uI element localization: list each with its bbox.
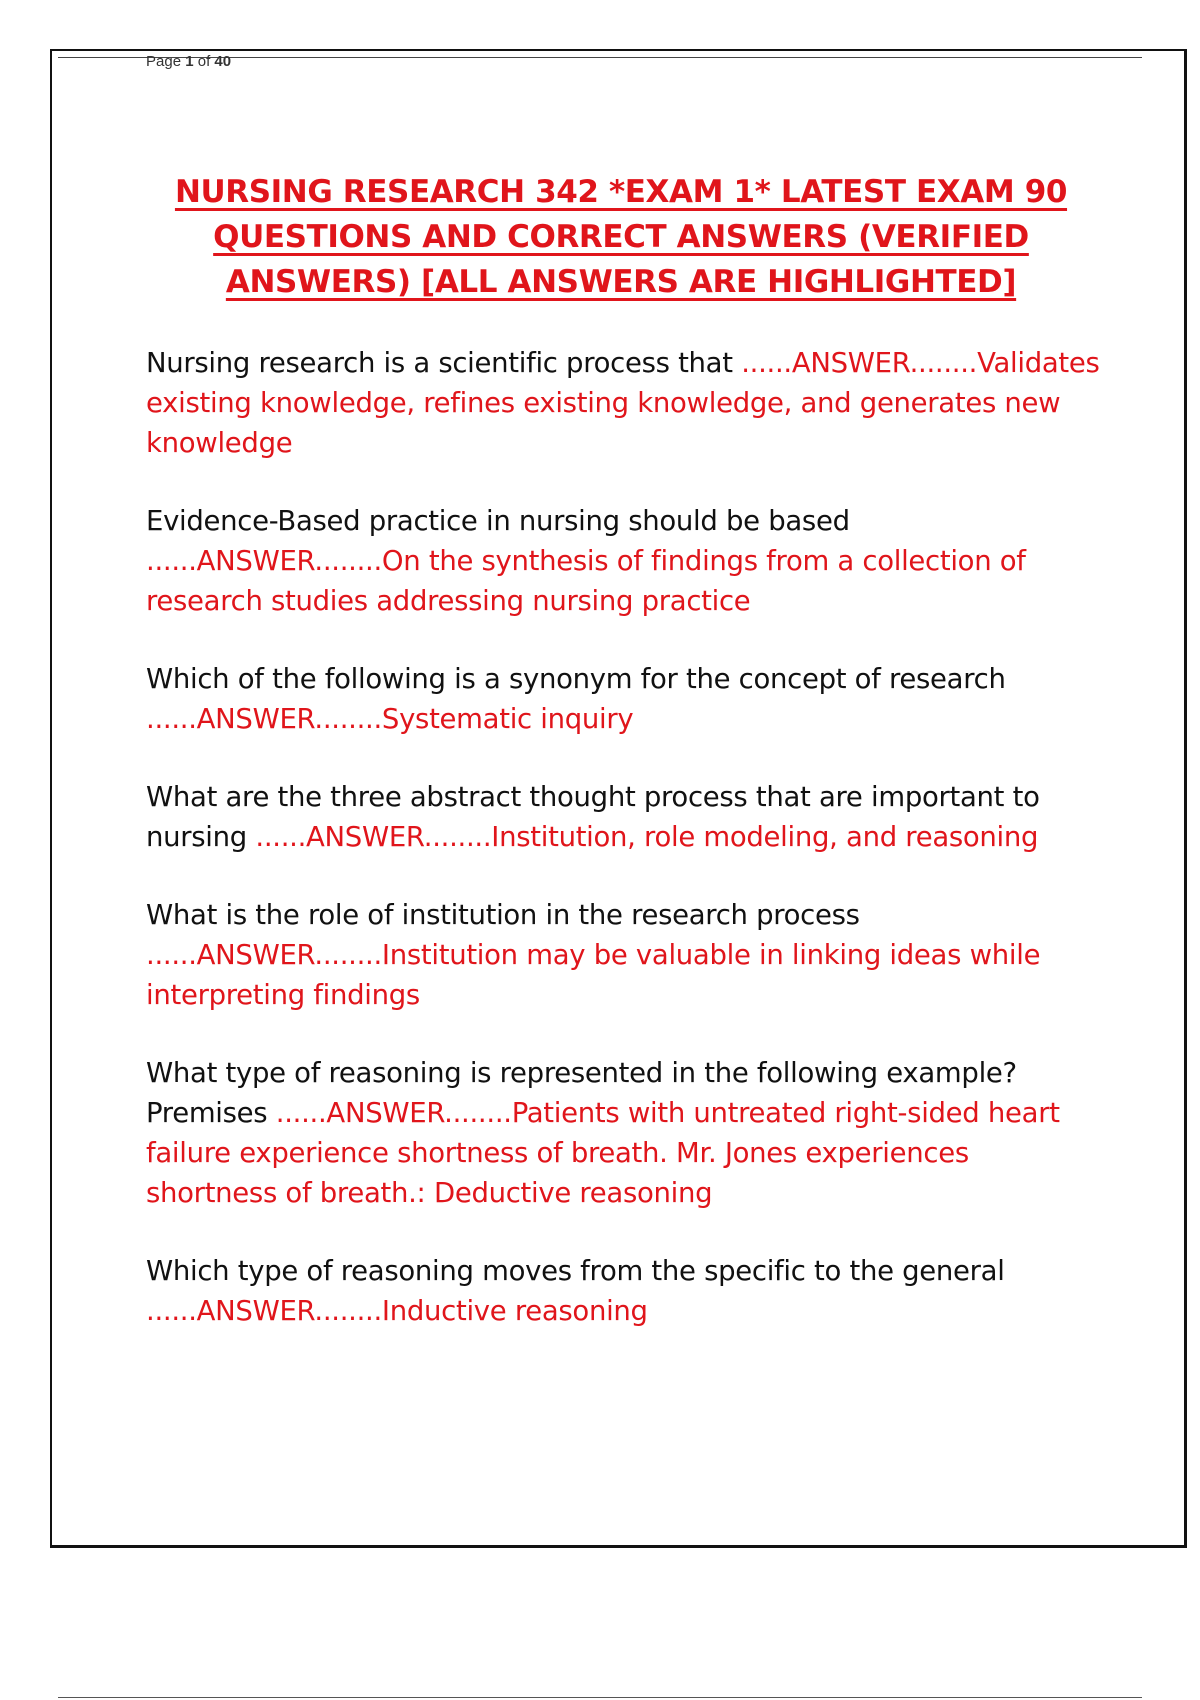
question-text: What is the role of institution in the research process (146, 899, 860, 931)
qa-item (146, 1053, 1106, 1213)
question-text: What type of reasoning is represented in the following example? Premises (146, 1057, 1017, 1129)
qa-list (146, 343, 1106, 1369)
qa-item (146, 777, 1106, 857)
page-total: 40 (214, 53, 232, 70)
answer-text: Institution, role modeling, and reasoning (491, 821, 1039, 853)
qa-item (146, 895, 1106, 1015)
answer-text: Inductive reasoning (381, 1295, 648, 1327)
answer-text: Validates existing knowledge, refines existing knowledge, and generates new knowledge (146, 347, 1100, 459)
answer-marker: ......ANSWER........ (146, 545, 382, 577)
page-current: 1 (185, 53, 194, 70)
answer-text: Patients with untreated right-sided heart failure experience shortness of breath. Mr. Jones experiences shortness of breath.: Deductive reasoning (146, 1097, 1060, 1209)
page-prefix: Page (146, 53, 182, 70)
footer-rule (58, 1697, 1142, 1698)
page-of: of (197, 53, 211, 70)
qa-item (146, 659, 1106, 739)
qa-item (146, 501, 1106, 621)
document-title: NURSING RESEARCH 342 *EXAM 1* LATEST EXAM 90 QUESTIONS AND CORRECT ANSWERS (VERIFIED ANSWERS) [ALL ANSWERS ARE HIGHLIGHTED] (174, 174, 1068, 300)
answer-text: On the synthesis of findings from a collection of research studies addressing nursing practice (146, 545, 1026, 617)
page-number (146, 53, 231, 70)
question-text: Which type of reasoning moves from the specific to the general (146, 1255, 1005, 1287)
answer-marker: ......ANSWER........ (275, 1097, 512, 1129)
answer-marker: ......ANSWER........ (255, 821, 492, 853)
question-text: Which of the following is a synonym for the concept of research (146, 663, 1006, 695)
question-text: Nursing research is a scientific process that (146, 347, 733, 379)
answer-marker: ......ANSWER........ (741, 347, 978, 379)
qa-item (146, 1251, 1106, 1331)
answer-text: Institution may be valuable in linking ideas while interpreting findings (146, 939, 1041, 1011)
answer-text: Systematic inquiry (381, 703, 634, 735)
answer-marker: ......ANSWER........ (146, 939, 382, 971)
qa-item (146, 343, 1106, 463)
question-text: What are the three abstract thought process that are important to nursing (146, 781, 1040, 853)
answer-marker: ......ANSWER........ (146, 1295, 382, 1327)
question-text: Evidence-Based practice in nursing should be based (146, 505, 850, 537)
answer-marker: ......ANSWER........ (146, 703, 382, 735)
